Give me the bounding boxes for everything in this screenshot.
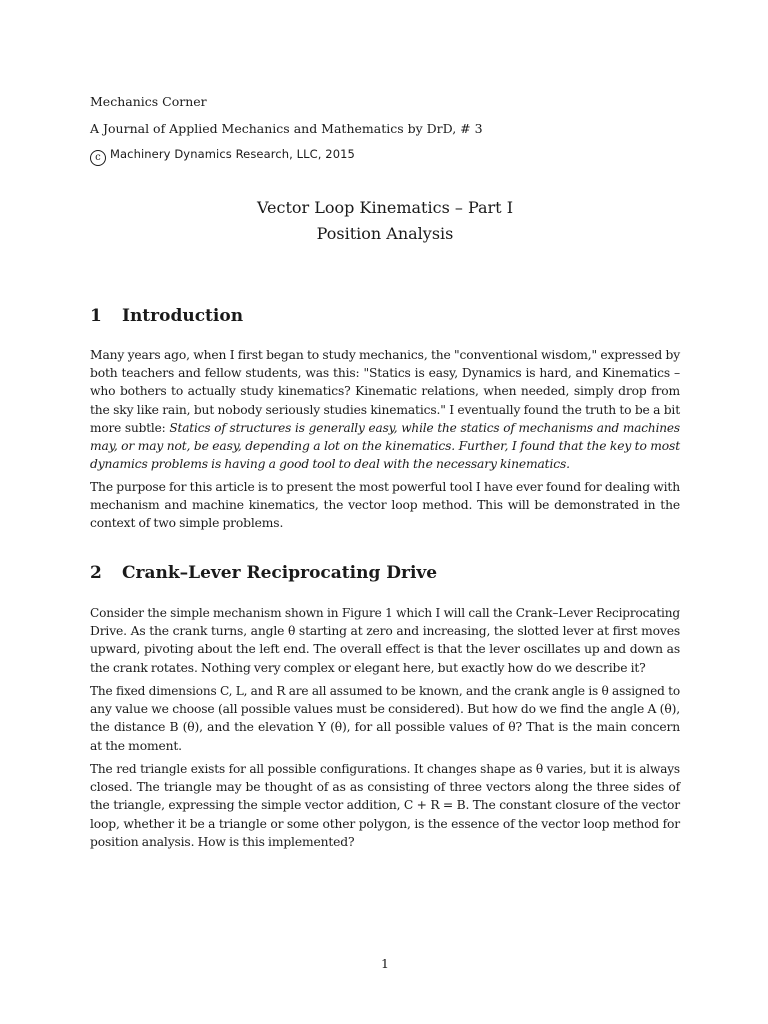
text-line: The red triangle exists for all possible configurations. It changes shape as θ varies, but it is always <box>90 762 680 776</box>
paper-title: Vector Loop Kinematics – Part I <box>256 198 514 217</box>
text-line: mechanism and machine kinematics, the vector loop method. This will be demonstrated in the <box>90 498 680 513</box>
italic-line: may, or may not, be easy, depending a lot on the kinematics. Further, I found that the key to most <box>90 439 680 454</box>
italic-line: dynamics problems is having a good tool to deal with the necessary kinematics. <box>90 457 570 472</box>
text-line: the triangle, expressing the simple vector addition, C + R = B. The constant closure of the vector <box>90 798 680 813</box>
text-line: upward, pivoting about the left end. The overall effect is that the lever oscillates up and down as <box>90 642 680 657</box>
text-line: context of two simple problems. <box>90 516 284 531</box>
section-title: Crank–Lever Reciprocating Drive <box>122 563 438 583</box>
paragraph <box>90 478 680 533</box>
series-title: Mechanics Corner <box>90 94 207 109</box>
text-line: the crank rotates. Nothing very complex or elegant here, but exactly how do we describe it? <box>90 660 646 675</box>
section-number: 2 <box>90 563 102 583</box>
text-line: position analysis. How is this implemented? <box>90 834 355 849</box>
text-line: Drive. As the crank turns, angle θ starting at zero and increasing, the slotted lever at first moves <box>90 624 680 639</box>
text-segment: more subtle: <box>90 420 166 435</box>
paper-subtitle: Position Analysis <box>316 224 454 243</box>
text-line: closed. The triangle may be thought of as as consisting of three vectors along the three sides of <box>90 780 680 795</box>
text-line: any value we choose (all possible values must be considered). But how do we find the angle A (θ), <box>90 702 680 717</box>
italic-text: Statics of structures is generally easy, while the statics of mechanisms and machines <box>169 420 680 435</box>
text-line: the distance B (θ), and the elevation Y (θ), for all possible values of θ? That is the main concern <box>90 720 680 735</box>
paragraph <box>90 760 680 851</box>
text-line: Many years ago, when I first began to study mechanics, the "conventional wisdom," expressed by <box>90 348 680 362</box>
paper-page <box>90 0 680 1024</box>
text-line: The fixed dimensions C, L, and R are all assumed to be known, and the crank angle is θ assigned to <box>90 684 680 698</box>
paragraph <box>90 346 680 473</box>
text-line: the sky like rain, but nobody seriously studies kinematics." I eventually found the truth to be a bit <box>90 402 680 417</box>
section-number: 1 <box>90 306 102 326</box>
text-line: Consider the simple mechanism shown in Figure 1 which I will call the Crank–Lever Reciprocating <box>90 606 680 620</box>
section-heading-crank-lever <box>90 562 437 584</box>
section-title: Introduction <box>122 306 244 326</box>
text-line: loop, whether it be a triangle or some other polygon, is the essence of the vector loop method for <box>90 816 680 831</box>
journal-title: A Journal of Applied Mechanics and Mathematics by DrD, # 3 <box>90 121 483 136</box>
text-line: at the moment. <box>90 738 182 753</box>
copyright-notice <box>90 146 355 166</box>
page-number: 1 <box>381 956 389 971</box>
copyright-text: Machinery Dynamics Research, LLC, 2015 <box>110 147 355 161</box>
section-heading-introduction <box>90 305 243 327</box>
text-line: The purpose for this article is to present the most powerful tool I have ever found for dealing with <box>90 480 680 494</box>
copyright-icon: c <box>90 150 106 166</box>
paragraph <box>90 682 680 755</box>
text-line: both teachers and fellow students, was this: "Statics is easy, Dynamics is hard, and Kinematics – <box>90 366 680 381</box>
text-line <box>90 419 680 437</box>
paragraph <box>90 604 680 677</box>
text-line: who bothers to actually study kinematics? Kinematic relations, when needed, simply drop from <box>90 384 680 399</box>
